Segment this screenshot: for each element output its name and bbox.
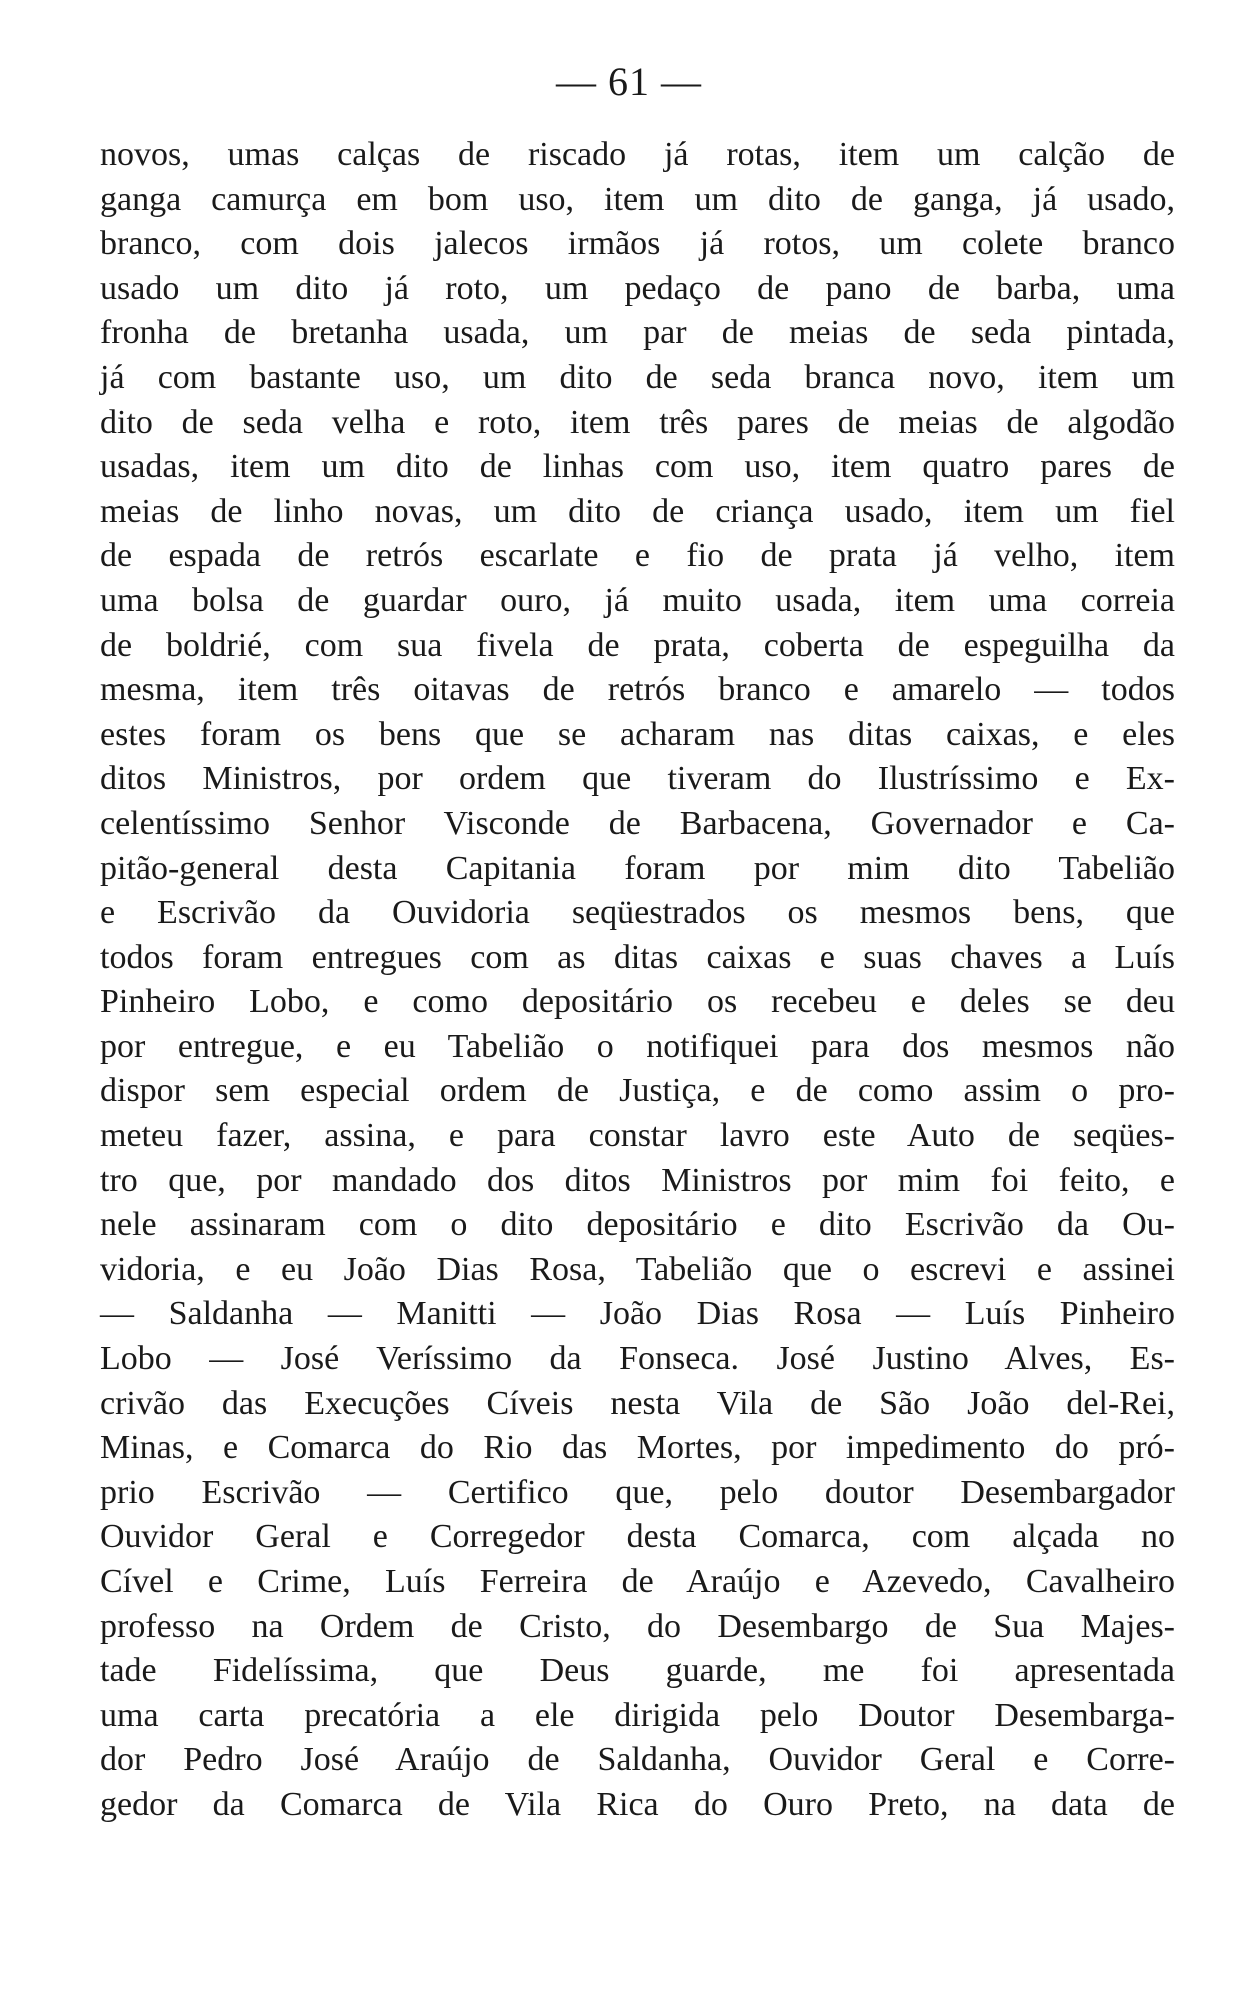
- text-line: meias de linho novas, um dito de criança usado, item um fiel: [100, 492, 1175, 530]
- text-line: pitão-general desta Capitania foram por mim dito Tabelião: [100, 849, 1175, 887]
- text-line: dito de seda velha e roto, item três pares de meias de algodão: [100, 403, 1175, 441]
- text-line: de espada de retrós escarlate e fio de prata já velho, item: [100, 537, 1175, 575]
- text-line: Cível e Crime, Luís Ferreira de Araújo e Azevedo, Cavalheiro: [100, 1563, 1175, 1600]
- text-line: dor Pedro José Araújo de Saldanha, Ouvidor Geral e Corre-: [100, 1741, 1175, 1779]
- text-line: prio Escrivão — Certifico que, pelo doutor Desembargador: [100, 1473, 1175, 1511]
- text-line: e Escrivão da Ouvidoria seqüestrados os mesmos bens, que: [100, 894, 1175, 932]
- text-line: nele assinaram com o dito depositário e dito Escrivão da Ou-: [100, 1206, 1175, 1244]
- text-line: meteu fazer, assina, e para constar lavro este Auto de seqües-: [100, 1117, 1175, 1155]
- text-line: usadas, item um dito de linhas com uso, item quatro pares de: [100, 448, 1175, 486]
- text-line: uma bolsa de guardar ouro, já muito usada, item uma correia: [100, 581, 1175, 619]
- text-line: fronha de bretanha usada, um par de meias de seda pintada,: [100, 314, 1175, 352]
- text-line: usado um dito já roto, um pedaço de pano de barba, uma: [100, 269, 1175, 307]
- text-line: — Saldanha — Manitti — João Dias Rosa — Luís Pinheiro: [100, 1295, 1175, 1333]
- text-line: ganga camurça em bom uso, item um dito de ganga, já usado,: [100, 180, 1175, 218]
- text-line: todos foram entregues com as ditas caixas e suas chaves a Luís: [100, 938, 1175, 976]
- text-line: por entregue, e eu Tabelião o notifiquei para dos mesmos não: [100, 1027, 1175, 1065]
- text-line: dispor sem especial ordem de Justiça, e de como assim o pro-: [100, 1072, 1175, 1110]
- text-line: novos, umas calças de riscado já rotas, item um calção de: [100, 136, 1175, 173]
- page-number: — 61 —: [556, 59, 702, 104]
- body-text: [100, 133, 1175, 1828]
- text-line: gedor da Comarca de Vila Rica do Ouro Preto, na data de: [100, 1785, 1175, 1823]
- text-line: Lobo — José Veríssimo da Fonseca. José Justino Alves, Es-: [100, 1340, 1175, 1378]
- text-line: tade Fidelíssima, que Deus guarde, me foi apresentada: [100, 1652, 1175, 1690]
- text-line: celentíssimo Senhor Visconde de Barbacena, Governador e Ca-: [100, 804, 1175, 842]
- text-line: Minas, e Comarca do Rio das Mortes, por impedimento do pró-: [100, 1429, 1175, 1467]
- text-line: crivão das Execuções Cíveis nesta Vila de São João del-Rei,: [100, 1384, 1175, 1422]
- text-line: branco, com dois jalecos irmãos já rotos, um colete branco: [100, 225, 1175, 263]
- text-line: mesma, item três oitavas de retrós branco e amarelo — todos: [100, 671, 1175, 709]
- text-line: Ouvidor Geral e Corregedor desta Comarca, com alçada no: [100, 1518, 1175, 1556]
- text-line: professo na Ordem de Cristo, do Desembargo de Sua Majes-: [100, 1607, 1175, 1645]
- text-line: estes foram os bens que se acharam nas ditas caixas, e eles: [100, 715, 1175, 753]
- text-line: uma carta precatória a ele dirigida pelo Doutor Desembarga-: [100, 1696, 1175, 1734]
- text-line: tro que, por mandado dos ditos Ministros por mim foi feito, e: [100, 1161, 1175, 1199]
- text-line: já com bastante uso, um dito de seda branca novo, item um: [100, 358, 1175, 396]
- text-line: Pinheiro Lobo, e como depositário os recebeu e deles se deu: [100, 983, 1175, 1021]
- text-line: vidoria, e eu João Dias Rosa, Tabelião que o escrevi e assinei: [100, 1250, 1175, 1288]
- text-line: ditos Ministros, por ordem que tiveram do Ilustríssimo e Ex-: [100, 760, 1175, 798]
- text-line: de boldrié, com sua fivela de prata, coberta de espeguilha da: [100, 626, 1175, 664]
